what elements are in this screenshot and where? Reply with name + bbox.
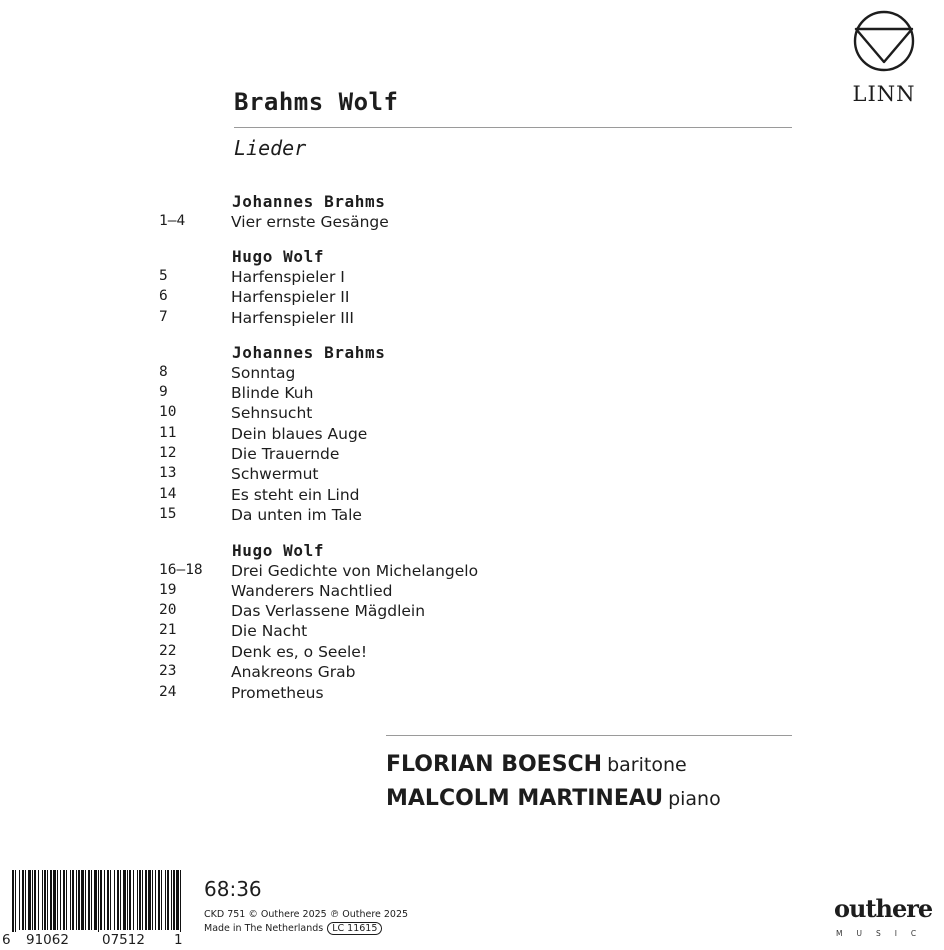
made-in-line xyxy=(204,922,408,936)
track-row xyxy=(0,582,700,602)
track-title: Denk es, o Seele! xyxy=(231,643,368,661)
track-title: Das Verlassene Mägdlein xyxy=(231,602,426,620)
lc-code-badge: LC 11615 xyxy=(327,922,382,935)
track-row xyxy=(0,465,700,485)
track-title: Harfenspieler II xyxy=(231,288,350,306)
track-row xyxy=(0,663,700,683)
performers-divider xyxy=(386,735,792,736)
barcode-bars xyxy=(12,870,184,932)
track-row xyxy=(0,364,700,384)
album-subtitle: Lieder xyxy=(234,136,307,160)
composer-heading: Johannes Brahms xyxy=(232,192,386,211)
track-title: Dein blaues Auge xyxy=(231,425,368,443)
track-number: 19 xyxy=(159,582,177,598)
track-row xyxy=(0,404,700,424)
track-title: Die Trauernde xyxy=(231,445,340,463)
track-number: 11 xyxy=(159,425,177,441)
composer-heading: Hugo Wolf xyxy=(232,541,325,560)
track-number: 9 xyxy=(159,384,168,400)
track-number: 16–18 xyxy=(159,562,203,578)
track-number: 24 xyxy=(159,684,177,700)
track-row xyxy=(0,445,700,465)
track-title: Es steht ein Lind xyxy=(231,486,360,504)
track-title: Prometheus xyxy=(231,684,324,702)
barcode xyxy=(2,870,184,950)
track-number: 12 xyxy=(159,445,177,461)
track-title: Harfenspieler I xyxy=(231,268,345,286)
performer-row xyxy=(386,752,687,777)
track-row xyxy=(0,684,700,704)
track-number: 8 xyxy=(159,364,168,380)
track-title: Harfenspieler III xyxy=(231,309,354,327)
barcode-digit: 1 xyxy=(174,932,183,948)
track-number: 23 xyxy=(159,663,177,679)
track-title: Vier ernste Gesänge xyxy=(231,213,389,231)
track-row xyxy=(0,288,700,308)
made-in-text: Made in The Netherlands xyxy=(204,923,324,934)
track-row xyxy=(0,602,700,622)
outhere-logo xyxy=(834,894,944,950)
track-title: Drei Gedichte von Michelangelo xyxy=(231,562,479,580)
track-number: 6 xyxy=(159,288,168,304)
track-row xyxy=(0,486,700,506)
performer-name: FLORIAN BOESCH xyxy=(386,752,603,777)
barcode-digit: 07512 xyxy=(102,932,145,948)
track-number: 13 xyxy=(159,465,177,481)
track-number: 1–4 xyxy=(159,213,186,229)
performer-row xyxy=(386,786,721,811)
performer-role: piano xyxy=(668,788,721,810)
outhere-logo-subtext: MUSIC xyxy=(836,929,931,938)
track-row xyxy=(0,506,700,526)
performer-role: baritone xyxy=(607,754,687,776)
track-title: Schwermut xyxy=(231,465,319,483)
track-number: 7 xyxy=(159,309,168,325)
track-row xyxy=(0,309,700,329)
performer-name: MALCOLM MARTINEAU xyxy=(386,786,664,811)
track-title: Wanderers Nachtlied xyxy=(231,582,393,600)
barcode-digit: 6 xyxy=(2,932,11,948)
track-title: Sonntag xyxy=(231,364,296,382)
composer-heading: Hugo Wolf xyxy=(232,247,325,266)
track-title: Blinde Kuh xyxy=(231,384,314,402)
track-row xyxy=(0,562,700,582)
outhere-logo-text: outhere xyxy=(834,894,933,923)
track-number: 22 xyxy=(159,643,177,659)
linn-logo-text: LINN xyxy=(852,82,916,106)
track-number: 10 xyxy=(159,404,177,420)
track-number: 5 xyxy=(159,268,168,284)
track-row xyxy=(0,425,700,445)
track-title: Sehnsucht xyxy=(231,404,313,422)
total-duration: 68:36 xyxy=(204,877,262,901)
copyright-line: CKD 751 © Outhere 2025 ℗ Outhere 2025 xyxy=(204,909,409,920)
track-row xyxy=(0,213,700,233)
track-title: Anakreons Grab xyxy=(231,663,356,681)
composer-heading: Johannes Brahms xyxy=(232,343,386,362)
track-number: 20 xyxy=(159,602,177,618)
barcode-digit: 91062 xyxy=(26,932,69,948)
track-row xyxy=(0,643,700,663)
track-row xyxy=(0,384,700,404)
track-row xyxy=(0,622,700,642)
copyright-block xyxy=(204,908,408,936)
album-title: Brahms Wolf xyxy=(234,88,399,116)
track-number: 15 xyxy=(159,506,177,522)
track-number: 21 xyxy=(159,622,177,638)
track-title: Die Nacht xyxy=(231,622,308,640)
track-number: 14 xyxy=(159,486,177,502)
track-row xyxy=(0,268,700,288)
track-title: Da unten im Tale xyxy=(231,506,362,524)
